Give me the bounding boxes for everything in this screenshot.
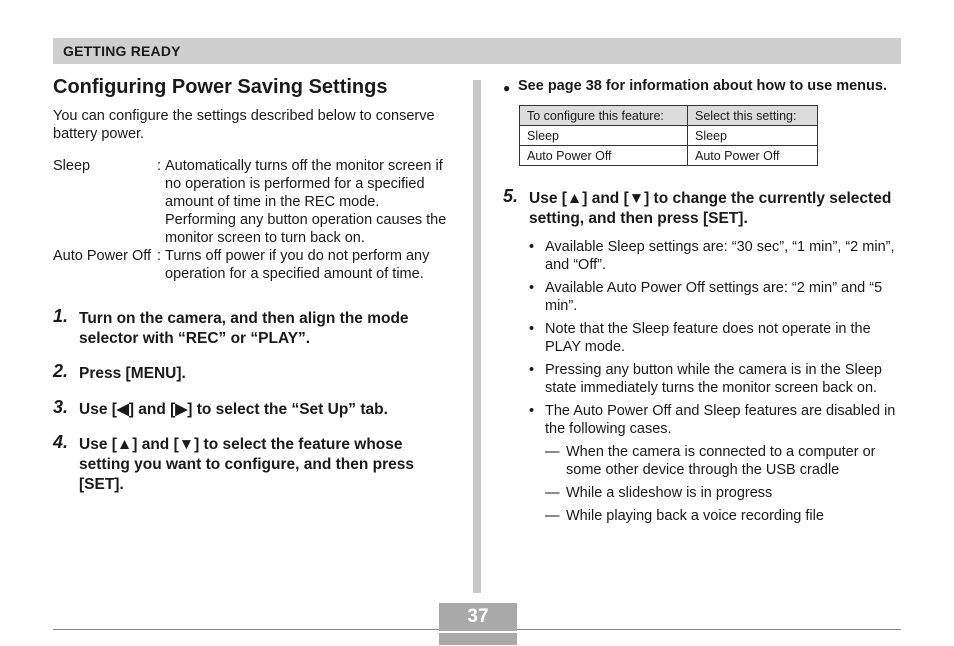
sub-list-item: — When the camera is connected to a computer or some other device through the USB cradle [545,444,876,478]
section-title: GETTING READY [63,43,181,59]
page-title: Configuring Power Saving Settings [53,76,388,98]
definition-sleep: Sleep : Automatically turns off the monitor screen if no operation is performed for a specified amount of time in the REC mode. Performing any button operation causes the monitor screen to turn back on. [53,157,453,247]
step-number: 5. [503,186,519,206]
definition-desc: Automatically turns off the monitor screen if no operation is performed for a specified amount of time in the REC mode. Performing any button operation causes the monitor screen to turn back on. [165,158,447,246]
bullet-dot-icon: • [529,362,535,378]
list-item: • Pressing any button while the camera is in the Sleep state immediately turns the monitor screen back on. [529,362,882,396]
sub-list-item: — While playing back a voice recording file [545,508,824,524]
step-number: 1. [53,306,69,326]
column-divider [473,80,481,593]
step-number: 4. [53,432,69,452]
sub-list-item: — While a slideshow is in progress [545,485,773,501]
dash-marker: — [545,485,560,501]
step-5 [503,186,903,229]
step-text: Turn on the camera, and then align the mode selector with “REC” or “PLAY”. [79,310,409,347]
dash-marker: — [545,508,560,524]
definition-term: Sleep [53,158,91,174]
bullet-dot-icon: • [529,403,535,419]
step-number: 2. [53,361,69,381]
menu-reference-note: ● See page 38 for information about how to use menus. [503,78,887,95]
table-row [520,146,818,166]
table-cell: Auto Power Off [688,146,818,166]
settings-table [519,105,818,166]
step-3 [53,397,453,420]
left-column [53,76,453,495]
list-item: • Note that the Sleep feature does not operate in the PLAY mode. [529,321,871,355]
list-item: • Available Sleep settings are: “30 sec”, “1 min”, “2 min”, and “Off”. [529,239,895,273]
table-header-cell: Select this setting: [688,106,818,126]
table-row [520,126,818,146]
step-text: Use [◀] and [▶] to select the “Set Up” tab. [79,401,388,418]
step-4 [53,432,453,495]
definition-desc: Turns off power if you do not perform any operation for a specified amount of time. [165,248,430,282]
table-header-row [520,106,818,126]
table-cell: Sleep [688,126,818,146]
page-number: 37 [439,603,517,631]
step-2 [53,361,453,384]
step-text: Use [▲] and [▼] to select the feature whose setting you want to configure, and then press [SET]. [79,436,414,493]
intro-text: You can configure the settings described below to conserve battery power. [53,108,435,142]
bullet-dot-icon: • [529,321,535,337]
section-header-bar [53,38,901,64]
table-cell: Auto Power Off [520,146,688,166]
right-column [503,78,903,525]
list-item: • The Auto Power Off and Sleep features are disabled in the following cases. [529,403,896,437]
page-number-box [439,603,517,645]
definition-auto-power-off: Auto Power Off : Turns off power if you do not perform any operation for a specified amount of time. [53,247,453,283]
list-item: • Available Auto Power Off settings are: “2 min” and “5 min”. [529,280,883,314]
bullet-dot-icon: • [529,239,535,255]
step-text: Use [▲] and [▼] to change the currently selected setting, and then press [SET]. [529,190,892,227]
bullet-circle-icon: ● [503,81,511,95]
step-text: Press [MENU]. [79,365,186,382]
definition-term: Auto Power Off [53,248,152,264]
table-header-cell: To configure this feature: [520,106,688,126]
step-1 [53,306,453,349]
step-number: 3. [53,397,69,417]
table-cell: Sleep [520,126,688,146]
dash-marker: — [545,444,560,460]
bullet-dot-icon: • [529,280,535,296]
